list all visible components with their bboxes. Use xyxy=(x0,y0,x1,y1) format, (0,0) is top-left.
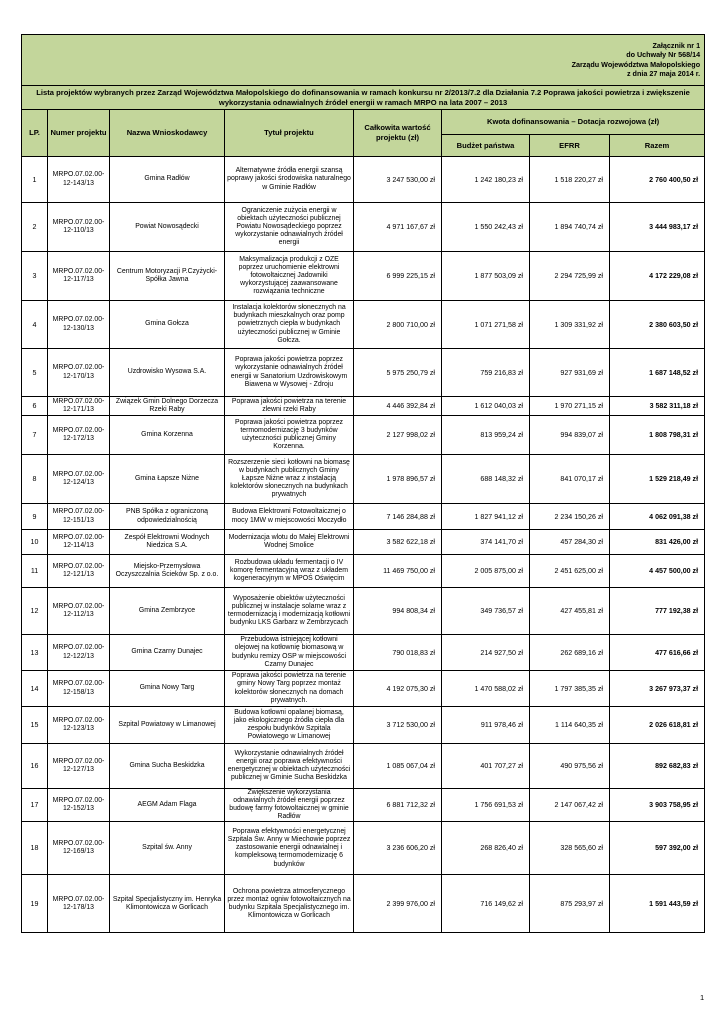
row-state-budget: 759 216,83 zł xyxy=(442,349,530,397)
row-state-budget: 911 978,46 zł xyxy=(442,707,530,744)
row-project-number: MRPO.07.02.00-12-121/13 xyxy=(48,555,110,588)
row-lp: 5 xyxy=(22,349,48,397)
row-project-title: Zwiększenie wykorzystania odnawialnych źródeł energii poprzez budowę farmy fotowoltaicznej w gminie Radłów xyxy=(225,789,354,822)
row-state-budget: 268 826,40 zł xyxy=(442,822,530,875)
row-sum: 597 392,00 zł xyxy=(610,822,705,875)
title-row xyxy=(22,86,705,110)
row-efrr: 1 518 220,27 zł xyxy=(530,157,610,203)
row-project-title: Budowa Elektrowni Fotowoltaicznej o mocy 1MW w miejscowości Moczydło xyxy=(225,504,354,530)
row-project-title: Wykorzystanie odnawialnych źródeł energii oraz poprawa efektywności energetycznej w obiektach użyteczności publicznej w Gminie Sucha Beskidzka xyxy=(225,744,354,789)
table-row xyxy=(22,504,705,530)
row-lp: 4 xyxy=(22,301,48,349)
row-state-budget: 716 149,62 zł xyxy=(442,875,530,933)
row-project-title: Budowa kotłowni opalanej biomasą, jako ekologicznego źródła ciepła dla zespołu budynków Szpitala Powiatowego w Limanowej xyxy=(225,707,354,744)
row-total-value: 5 975 250,79 zł xyxy=(354,349,442,397)
row-project-number: MRPO.07.02.00-12-124/13 xyxy=(48,455,110,504)
row-lp: 18 xyxy=(22,822,48,875)
row-efrr: 1 970 271,15 zł xyxy=(530,397,610,416)
col-header-budget: Budżet państwa xyxy=(442,135,530,157)
row-applicant: Miejsko-Przemysłowa Oczyszczalnia Ścieków Sp. z o.o. xyxy=(110,555,225,588)
row-applicant: AEGM Adam Flaga xyxy=(110,789,225,822)
col-header-funding: Kwota dofinansowania – Dotacja rozwojowa (zł) xyxy=(442,110,705,135)
row-project-title: Rozszerzenie sieci kotłowni na biomasę w budynkach publicznych Gminy Łapsze Niżne wraz z instalacją kolektorów słonecznych na budynkach prywatnych xyxy=(225,455,354,504)
row-project-number: MRPO.07.02.00-12-143/13 xyxy=(48,157,110,203)
row-lp: 9 xyxy=(22,504,48,530)
row-applicant: Szpital Specjalistyczny im. Henryka Klimontowicza w Gorlicach xyxy=(110,875,225,933)
row-sum: 3 444 983,17 zł xyxy=(610,203,705,252)
row-project-number: MRPO.07.02.00-12-172/13 xyxy=(48,416,110,455)
row-project-title: Wyposażenie obiektów użyteczności publicznej w instalacje solarne wraz z termodernizacją i modernizacją kotłowni budynku LKS Garbarz w Zembrzycach xyxy=(225,588,354,635)
row-project-number: MRPO.07.02.00-12-178/13 xyxy=(48,875,110,933)
row-total-value: 6 999 225,15 zł xyxy=(354,252,442,301)
row-sum: 831 426,00 zł xyxy=(610,530,705,555)
row-project-number: MRPO.07.02.00-12-114/13 xyxy=(48,530,110,555)
row-project-number: MRPO.07.02.00-12-110/13 xyxy=(48,203,110,252)
row-sum: 2 760 400,50 zł xyxy=(610,157,705,203)
table-row xyxy=(22,555,705,588)
header-row-1 xyxy=(22,110,705,135)
row-sum: 2 026 618,81 zł xyxy=(610,707,705,744)
row-total-value: 1 978 896,57 zł xyxy=(354,455,442,504)
table-row xyxy=(22,588,705,635)
row-sum: 477 616,66 zł xyxy=(610,635,705,671)
row-state-budget: 813 959,24 zł xyxy=(442,416,530,455)
row-total-value: 994 808,34 zł xyxy=(354,588,442,635)
row-efrr: 841 070,17 zł xyxy=(530,455,610,504)
row-project-title: Ochrona powietrza atmosferycznego przez montaż ogniw fotowoltaicznych na budynku Szpitala Specjalistycznego im. Klimontowicza w Gorlicach xyxy=(225,875,354,933)
row-efrr: 1 797 385,35 zł xyxy=(530,671,610,707)
row-lp: 10 xyxy=(22,530,48,555)
row-applicant: Związek Gmin Dolnego Dorzecza Rzeki Raby xyxy=(110,397,225,416)
row-project-title: Poprawa jakości powietrza na terenie zlewni rzeki Raby xyxy=(225,397,354,416)
row-sum: 3 267 973,37 zł xyxy=(610,671,705,707)
row-state-budget: 1 877 503,09 zł xyxy=(442,252,530,301)
table-row xyxy=(22,707,705,744)
row-project-title: Poprawa efektywności energetycznej Szpitala Św. Anny w Miechowie poprzez zastosowanie energii odnawialnej i kompleksową termomodernizację 6 budynków xyxy=(225,822,354,875)
row-lp: 16 xyxy=(22,744,48,789)
row-sum: 1 808 798,31 zł xyxy=(610,416,705,455)
row-sum: 4 457 500,00 zł xyxy=(610,555,705,588)
table-row xyxy=(22,875,705,933)
row-project-number: MRPO.07.02.00-12-127/13 xyxy=(48,744,110,789)
row-applicant: PNB Spółka z ograniczoną odpowiedzialnością xyxy=(110,504,225,530)
annex-line-2: do Uchwały Nr 568/14 xyxy=(626,50,701,60)
document-title: Lista projektów wybranych przez Zarząd Województwa Małopolskiego do dofinansowania w ramach konkursu nr 2/2013/7.2 dla Działania 7.2 Poprawa jakości powietrza i zwiększenie wykorzystania odnawialnych źródeł energii w ramach MRPO na lata 2007 – 2013 xyxy=(22,86,705,110)
row-total-value: 11 469 750,00 zł xyxy=(354,555,442,588)
table-row xyxy=(22,349,705,397)
row-applicant: Powiat Nowosądecki xyxy=(110,203,225,252)
row-total-value: 4 446 392,84 zł xyxy=(354,397,442,416)
row-total-value: 3 247 530,00 zł xyxy=(354,157,442,203)
table-row xyxy=(22,635,705,671)
row-applicant: Gmina Czarny Dunajec xyxy=(110,635,225,671)
row-applicant: Gmina Radłów xyxy=(110,157,225,203)
col-header-total: Całkowita wartość projektu (zł) xyxy=(354,110,442,157)
row-project-title: Poprawa jakości powietrza poprzez wykorzystanie odnawialnych źródeł energii w Sanatorium Uzdrowiskowym Biawena w Wysowej - Zdroju xyxy=(225,349,354,397)
row-sum: 4 062 091,38 zł xyxy=(610,504,705,530)
row-state-budget: 1 550 242,43 zł xyxy=(442,203,530,252)
row-lp: 2 xyxy=(22,203,48,252)
row-project-title: Rozbudowa układu fermentacji o IV komorę fermentacyjną wraz z układem kogeneracyjnym w MPOŚ Oświęcim xyxy=(225,555,354,588)
row-project-title: Poprawa jakości powietrza na terenie gminy Nowy Targ poprzez montaż kolektorów słonecznych na domach prywatnych. xyxy=(225,671,354,707)
row-project-number: MRPO.07.02.00-12-112/13 xyxy=(48,588,110,635)
row-applicant: Gmina Nowy Targ xyxy=(110,671,225,707)
row-efrr: 994 839,07 zł xyxy=(530,416,610,455)
row-efrr: 490 975,56 zł xyxy=(530,744,610,789)
row-efrr: 262 689,16 zł xyxy=(530,635,610,671)
row-state-budget: 401 707,27 zł xyxy=(442,744,530,789)
row-applicant: Szpital Powiatowy w Limanowej xyxy=(110,707,225,744)
row-applicant: Szpital św. Anny xyxy=(110,822,225,875)
row-total-value: 1 085 067,04 zł xyxy=(354,744,442,789)
col-header-title: Tytuł projektu xyxy=(225,110,354,157)
row-lp: 6 xyxy=(22,397,48,416)
row-efrr: 2 147 067,42 zł xyxy=(530,789,610,822)
row-state-budget: 1 470 588,02 zł xyxy=(442,671,530,707)
row-sum: 892 682,83 zł xyxy=(610,744,705,789)
col-header-applicant: Nazwa Wnioskodawcy xyxy=(110,110,225,157)
row-efrr: 457 284,30 zł xyxy=(530,530,610,555)
row-applicant: Uzdrowisko Wysowa S.A. xyxy=(110,349,225,397)
row-project-title: Poprawa jakości powietrza poprzez termomodernizację 3 budynków użyteczności publicznej Gminy Korzenna. xyxy=(225,416,354,455)
page-number: 1 xyxy=(700,993,705,1002)
row-sum: 1 687 148,52 zł xyxy=(610,349,705,397)
row-project-title: Instalacja kolektorów słonecznych na budynkach mieszkalnych oraz pomp powietrznych ciepła w budynkach użyteczności publicznej w Gminie Gołcza. xyxy=(225,301,354,349)
row-efrr: 1 309 331,92 zł xyxy=(530,301,610,349)
annex-line-1: Załącznik nr 1 xyxy=(652,41,701,51)
row-state-budget: 214 927,50 zł xyxy=(442,635,530,671)
table-row xyxy=(22,530,705,555)
row-lp: 14 xyxy=(22,671,48,707)
row-sum: 1 591 443,59 zł xyxy=(610,875,705,933)
col-header-lp: LP. xyxy=(22,110,48,157)
annex-line-4: z dnia 27 maja 2014 r. xyxy=(626,68,701,78)
row-total-value: 790 018,83 zł xyxy=(354,635,442,671)
row-lp: 3 xyxy=(22,252,48,301)
row-efrr: 2 451 625,00 zł xyxy=(530,555,610,588)
row-project-title: Maksymalizacja produkcji z OZE poprzez uruchomienie elektrowni fotowoltaicznej Jadowniki wykorzystującej zaawansowane rozwiązania techniczne xyxy=(225,252,354,301)
row-lp: 15 xyxy=(22,707,48,744)
row-state-budget: 374 141,70 zł xyxy=(442,530,530,555)
row-efrr: 875 293,97 zł xyxy=(530,875,610,933)
row-project-title: Modernizacja wlotu do Małej Elektrowni Wodnej Smolice xyxy=(225,530,354,555)
row-lp: 17 xyxy=(22,789,48,822)
row-total-value: 3 236 606,20 zł xyxy=(354,822,442,875)
row-lp: 12 xyxy=(22,588,48,635)
row-project-number: MRPO.07.02.00-12-152/13 xyxy=(48,789,110,822)
annex-line-3: Zarządu Województwa Małopolskiego xyxy=(571,59,701,69)
row-state-budget: 349 736,57 zł xyxy=(442,588,530,635)
row-sum: 777 192,38 zł xyxy=(610,588,705,635)
row-sum: 3 582 311,18 zł xyxy=(610,397,705,416)
row-project-number: MRPO.07.02.00-12-158/13 xyxy=(48,671,110,707)
row-lp: 1 xyxy=(22,157,48,203)
table-row xyxy=(22,416,705,455)
row-efrr: 427 455,81 zł xyxy=(530,588,610,635)
row-project-number: MRPO.07.02.00-12-171/13 xyxy=(48,397,110,416)
row-state-budget: 2 005 875,00 zł xyxy=(442,555,530,588)
row-efrr: 927 931,69 zł xyxy=(530,349,610,397)
row-lp: 7 xyxy=(22,416,48,455)
row-total-value: 3 582 622,18 zł xyxy=(354,530,442,555)
table-row xyxy=(22,301,705,349)
row-project-title: Ograniczenie zużycia energii w obiektach użyteczności publicznej Powiatu Nowosądeckiego poprzez wykorzystanie odnawialnych źródeł energii xyxy=(225,203,354,252)
row-project-number: MRPO.07.02.00-12-169/13 xyxy=(48,822,110,875)
row-total-value: 4 971 167,67 zł xyxy=(354,203,442,252)
row-state-budget: 688 148,32 zł xyxy=(442,455,530,504)
row-project-number: MRPO.07.02.00-12-123/13 xyxy=(48,707,110,744)
row-lp: 8 xyxy=(22,455,48,504)
row-project-number: MRPO.07.02.00-12-117/13 xyxy=(48,252,110,301)
row-lp: 19 xyxy=(22,875,48,933)
table-row xyxy=(22,203,705,252)
col-header-number: Numer projektu xyxy=(48,110,110,157)
row-applicant: Gmina Zembrzyce xyxy=(110,588,225,635)
row-applicant: Gmina Gołcza xyxy=(110,301,225,349)
row-total-value: 6 881 712,32 zł xyxy=(354,789,442,822)
col-header-sum: Razem xyxy=(610,135,705,157)
table-row xyxy=(22,671,705,707)
row-efrr: 1 114 640,35 zł xyxy=(530,707,610,744)
row-project-number: MRPO.07.02.00-12-151/13 xyxy=(48,504,110,530)
row-state-budget: 1 071 271,58 zł xyxy=(442,301,530,349)
row-efrr: 2 234 150,26 zł xyxy=(530,504,610,530)
row-sum: 1 529 218,49 zł xyxy=(610,455,705,504)
row-applicant: Gmina Łapsze Niżne xyxy=(110,455,225,504)
projects-table xyxy=(21,34,705,933)
row-state-budget: 1 756 691,53 zł xyxy=(442,789,530,822)
row-total-value: 2 127 998,02 zł xyxy=(354,416,442,455)
row-lp: 13 xyxy=(22,635,48,671)
table-row xyxy=(22,822,705,875)
row-total-value: 7 146 284,88 zł xyxy=(354,504,442,530)
table-row xyxy=(22,397,705,416)
row-efrr: 1 894 740,74 zł xyxy=(530,203,610,252)
table-row xyxy=(22,744,705,789)
row-project-title: Alternatywne źródła energii szansą poprawy jakości środowiska naturalnego w Gminie Radłów xyxy=(225,157,354,203)
row-applicant: Gmina Sucha Beskidzka xyxy=(110,744,225,789)
col-header-efrr: EFRR xyxy=(530,135,610,157)
table-row xyxy=(22,252,705,301)
row-project-number: MRPO.07.02.00-12-130/13 xyxy=(48,301,110,349)
row-sum: 2 380 603,50 zł xyxy=(610,301,705,349)
row-state-budget: 1 827 941,12 zł xyxy=(442,504,530,530)
row-lp: 11 xyxy=(22,555,48,588)
row-total-value: 2 399 976,00 zł xyxy=(354,875,442,933)
row-project-number: MRPO.07.02.00-12-170/13 xyxy=(48,349,110,397)
row-efrr: 328 565,60 zł xyxy=(530,822,610,875)
table-row xyxy=(22,455,705,504)
annex-row xyxy=(22,35,705,86)
table-row xyxy=(22,789,705,822)
row-total-value: 2 800 710,00 zł xyxy=(354,301,442,349)
row-total-value: 4 192 075,30 zł xyxy=(354,671,442,707)
row-applicant: Centrum Motoryzacji P.Czyżycki-Spółka Jawna xyxy=(110,252,225,301)
row-total-value: 3 712 530,00 zł xyxy=(354,707,442,744)
row-state-budget: 1 242 180,23 zł xyxy=(442,157,530,203)
row-efrr: 2 294 725,99 zł xyxy=(530,252,610,301)
row-project-number: MRPO.07.02.00-12-122/13 xyxy=(48,635,110,671)
row-sum: 4 172 229,08 zł xyxy=(610,252,705,301)
row-state-budget: 1 612 040,03 zł xyxy=(442,397,530,416)
row-applicant: Zespół Elektrowni Wodnych Niedzica S.A. xyxy=(110,530,225,555)
row-applicant: Gmina Korzenna xyxy=(110,416,225,455)
annex-header xyxy=(22,35,705,86)
table-row xyxy=(22,157,705,203)
row-sum: 3 903 758,95 zł xyxy=(610,789,705,822)
row-project-title: Przebudowa istniejącej kotłowni olejowej na kotłownię biomasową w budynku remizy OSP w miejscowości Czarny Dunajec xyxy=(225,635,354,671)
